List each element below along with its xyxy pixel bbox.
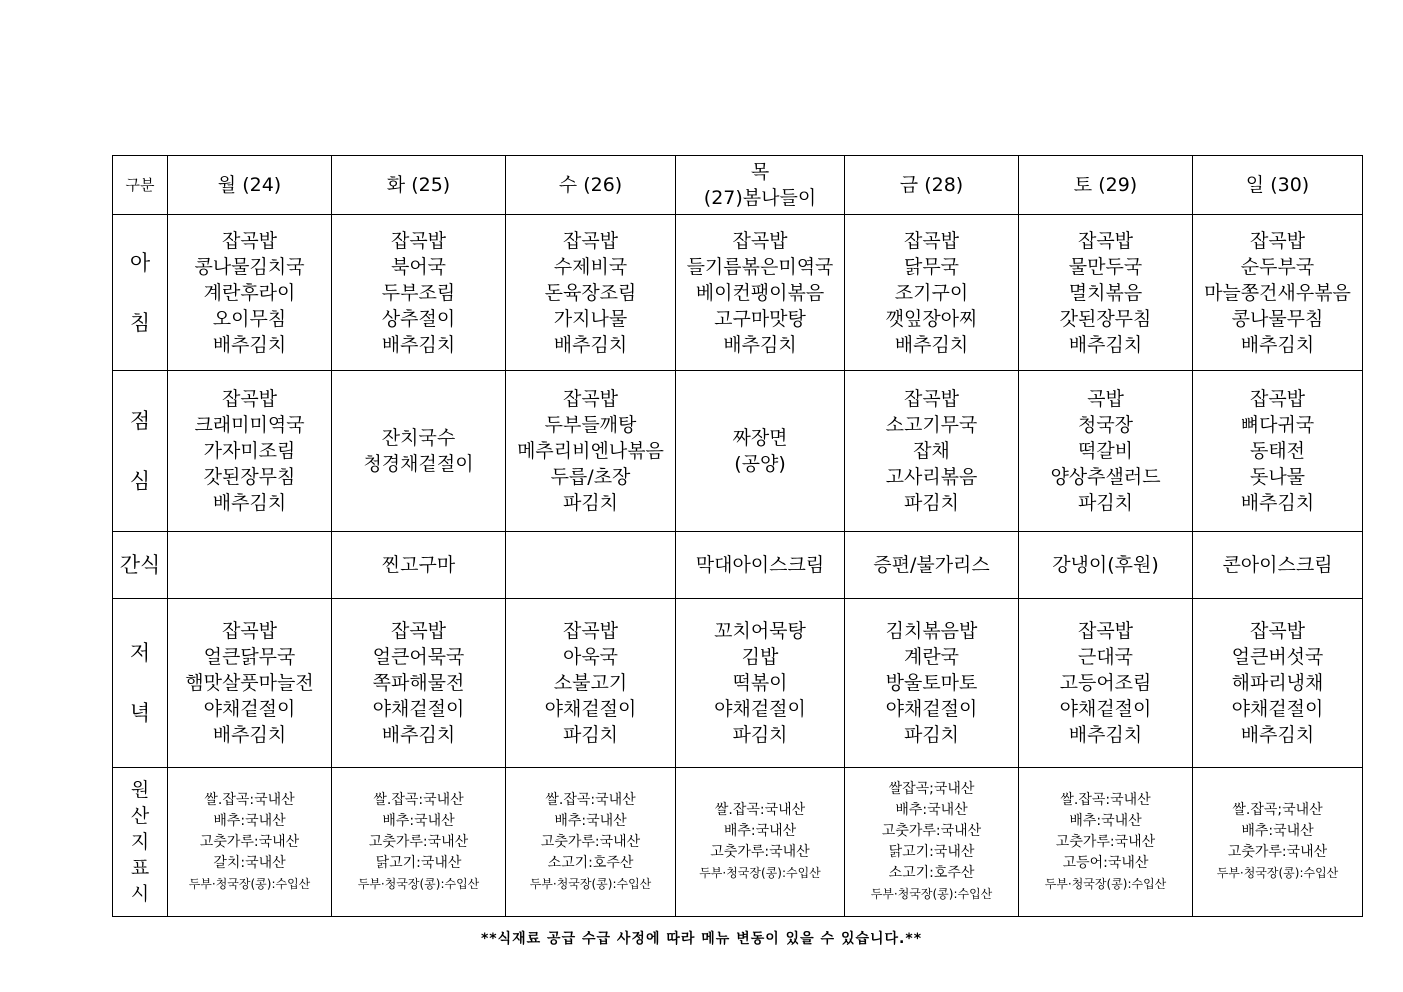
footnote: **식재료 공급 수급 사정에 따라 메뉴 변동이 있을 수 있습니다.** <box>480 931 923 947</box>
menu-item: 방울토마토 <box>885 672 978 694</box>
menu-item: 가자미조림 <box>203 440 296 462</box>
breakfast-cell <box>506 215 676 371</box>
origin-row <box>113 768 1363 917</box>
menu-item: 파김치 <box>562 724 619 746</box>
menu-item: 잡곡밥 <box>390 620 447 642</box>
lunch-cell <box>676 371 845 532</box>
menu-item: 해파리냉채 <box>1231 672 1324 694</box>
breakfast-cell <box>168 215 332 371</box>
dinner-cell <box>332 599 506 768</box>
menu-item: 잡곡밥 <box>903 229 960 252</box>
origin-line: 두부·청국장(콩):수입산 <box>870 887 993 901</box>
menu-item: 얼큰버섯국 <box>1231 646 1324 668</box>
menu-item: 메추리비엔나볶음 <box>517 440 664 462</box>
menu-item: 떡갈비 <box>1077 440 1134 462</box>
menu-item: 얼큰닭무국 <box>203 646 296 668</box>
origin-line: 쌀.잡곡:국내산 <box>714 802 806 818</box>
menu-item: 배추김치 <box>212 333 287 356</box>
menu-item: 배추김치 <box>212 724 287 746</box>
menu-item: 들기름볶은미역국 <box>686 255 834 278</box>
day-header: 토 (29) <box>1019 156 1193 215</box>
menu-item: 두릅/초장 <box>550 466 631 488</box>
snack-cell <box>506 532 676 599</box>
lunch-row <box>113 371 1363 532</box>
menu-item: 야채겉절이 <box>714 698 806 720</box>
menu-item: 갓된장무침 <box>203 466 296 488</box>
day-header: 일 (30) <box>1193 156 1363 215</box>
origin-line: 쌀.잡곡:국내산 <box>1060 791 1151 808</box>
origin-cell <box>1019 768 1193 917</box>
menu-item: 고구마맛탕 <box>714 307 806 330</box>
origin-line: 배추:국내산 <box>895 802 968 818</box>
menu-item: 쪽파해물전 <box>372 672 465 694</box>
menu-item: 돈육장조림 <box>544 281 637 304</box>
menu-item: 곡밥 <box>1087 388 1124 410</box>
menu-item: 배추김치 <box>894 333 969 356</box>
breakfast-cell <box>845 215 1019 371</box>
origin-line: 두부·청국장(콩):수입산 <box>1216 866 1339 880</box>
day-header: 목 (27)봄나들이 <box>676 156 845 215</box>
menu-item: 오이무침 <box>212 307 287 330</box>
menu-item: 콩나물김치국 <box>194 255 305 278</box>
origin-line: 배추:국내산 <box>382 812 455 829</box>
origin-line: 두부·청국장(콩):수입산 <box>1044 876 1167 891</box>
menu-item: 배추김치 <box>1240 492 1315 514</box>
dinner-cell <box>506 599 676 768</box>
menu-item: 조기구이 <box>894 281 969 304</box>
menu-item: 마늘쫑건새우볶음 <box>1204 281 1351 304</box>
menu-item: 뼈다귀국 <box>1240 414 1315 436</box>
menu-item: 계란국 <box>903 646 960 668</box>
snack-cell: 콘아이스크림 <box>1193 532 1363 599</box>
menu-item: 아욱국 <box>562 646 619 668</box>
menu-item: 베이컨팽이볶음 <box>695 281 825 304</box>
breakfast-row <box>113 215 1363 371</box>
menu-item: 멸치볶음 <box>1068 281 1143 304</box>
origin-line: 쌀.잡곡:국내산 <box>204 791 295 808</box>
dinner-cell <box>676 599 845 768</box>
origin-line: 닭고기:국내산 <box>888 844 975 860</box>
menu-item: 청국장 <box>1077 414 1134 436</box>
category-header: 구분 <box>113 156 168 215</box>
menu-item: 청경채겉절이 <box>363 453 474 475</box>
menu-item: 파김치 <box>903 724 960 746</box>
menu-item: 야채겉절이 <box>372 698 465 720</box>
menu-item: 잡곡밥 <box>562 388 619 410</box>
menu-item: 물만두국 <box>1068 255 1143 278</box>
menu-item: 햄맛살풋마늘전 <box>185 672 314 694</box>
menu-item: 잡곡밥 <box>221 229 278 252</box>
snack-cell: 강냉이(후원) <box>1019 532 1193 599</box>
origin-cell <box>1193 768 1363 917</box>
dinner-label: 저 녁 <box>113 599 168 768</box>
origin-line: 소고기:호주산 <box>888 865 975 881</box>
origin-line: 쌀잡곡;국내산 <box>888 781 975 797</box>
menu-item: 잡채 <box>913 440 950 462</box>
menu-item: 잡곡밥 <box>732 229 788 252</box>
menu-item: 동태전 <box>1249 440 1306 462</box>
menu-item: 배추김치 <box>1068 333 1143 356</box>
menu-item: 잡곡밥 <box>1249 229 1306 252</box>
menu-item: 두부들깨탕 <box>544 414 637 436</box>
lunch-cell <box>332 371 506 532</box>
origin-cell <box>676 768 845 917</box>
menu-item: 수제비국 <box>553 255 628 278</box>
menu-item: 잡곡밥 <box>1249 388 1306 410</box>
menu-item: 얼큰어묵국 <box>372 646 465 668</box>
day-header: 수 (26) <box>506 156 676 215</box>
breakfast-label: 아 침 <box>113 215 168 371</box>
lunch-cell <box>1193 371 1363 532</box>
breakfast-cell <box>1193 215 1363 371</box>
origin-line: 배추:국내산 <box>723 823 797 839</box>
menu-item: 야채겉절이 <box>885 698 978 720</box>
origin-line: 고등어:국내산 <box>1062 854 1149 871</box>
day-header: 화 (25) <box>332 156 506 215</box>
origin-cell <box>845 768 1019 917</box>
dinner-row <box>113 599 1363 768</box>
origin-line: 소고기:호주산 <box>547 854 634 871</box>
menu-item: 배추김치 <box>381 333 456 356</box>
menu-item: 두부조림 <box>381 281 456 304</box>
menu-item: 잡곡밥 <box>221 388 278 410</box>
menu-item: 배추김치 <box>212 492 287 514</box>
origin-line: 고춧가루:국내산 <box>540 833 641 850</box>
breakfast-cell <box>676 215 845 371</box>
menu-item: 파김치 <box>562 492 619 514</box>
menu-item: 계란후라이 <box>203 281 296 304</box>
menu-item: 김치볶음밥 <box>885 620 978 642</box>
menu-item: 배추김치 <box>553 333 628 356</box>
menu-item: 잡곡밥 <box>903 388 960 410</box>
snack-row <box>113 532 1363 599</box>
menu-item: 야채겉절이 <box>203 698 296 720</box>
menu-item: 잡곡밥 <box>1077 620 1134 642</box>
menu-item: 배추김치 <box>1068 724 1143 746</box>
snack-cell: 막대아이스크림 <box>676 532 845 599</box>
origin-cell <box>168 768 332 917</box>
origin-line: 두부·청국장(콩):수입산 <box>357 876 480 891</box>
menu-item: 고등어조림 <box>1059 672 1152 694</box>
lunch-cell <box>168 371 332 532</box>
lunch-label: 점 심 <box>113 371 168 532</box>
origin-line: 고춧가루:국내산 <box>1227 844 1328 860</box>
menu-item: 고사리볶음 <box>885 466 978 488</box>
origin-line: 갈치:국내산 <box>213 854 286 871</box>
menu-item: 배추김치 <box>381 724 456 746</box>
breakfast-cell <box>332 215 506 371</box>
dinner-cell <box>1019 599 1193 768</box>
menu-item: 가지나물 <box>553 307 628 330</box>
menu-item: 잡곡밥 <box>1249 620 1306 642</box>
lunch-cell <box>1019 371 1193 532</box>
menu-item: 파김치 <box>1077 492 1134 514</box>
origin-label: 원 산 지 표 시 <box>113 768 168 917</box>
snack-label: 간식 <box>113 532 168 599</box>
menu-item: 배추김치 <box>723 333 797 356</box>
dinner-cell <box>1193 599 1363 768</box>
lunch-cell <box>506 371 676 532</box>
menu-item: 짜장면 <box>732 427 788 449</box>
menu-item: 잔치국수 <box>381 427 456 449</box>
menu-item: 순두부국 <box>1240 255 1315 278</box>
origin-line: 두부·청국장(콩):수입산 <box>188 876 311 891</box>
menu-item: 파김치 <box>732 724 788 746</box>
menu-item: 잡곡밥 <box>1077 229 1134 252</box>
dinner-cell <box>845 599 1019 768</box>
origin-line: 쌀.잡곡:국내산 <box>373 791 464 808</box>
menu-item: 야채겉절이 <box>1231 698 1324 720</box>
menu-item: 상추절이 <box>381 307 456 330</box>
menu-item: 갓된장무침 <box>1059 307 1152 330</box>
origin-line: 고춧가루:국내산 <box>710 844 810 860</box>
menu-item: 잡곡밥 <box>562 229 619 252</box>
menu-item: 북어국 <box>390 255 447 278</box>
menu-item: 잡곡밥 <box>562 620 619 642</box>
dinner-cell <box>168 599 332 768</box>
menu-item: 잡곡밥 <box>221 620 278 642</box>
menu-item: 야채겉절이 <box>1059 698 1152 720</box>
origin-line: 닭고기:국내산 <box>375 854 462 871</box>
origin-line: 쌀.잡곡:국내산 <box>545 791 636 808</box>
menu-item: 콩나물무침 <box>1231 307 1324 330</box>
origin-line: 배추:국내산 <box>554 812 627 829</box>
menu-item: 돗나물 <box>1249 466 1306 488</box>
origin-line: 두부·청국장(콩):수입산 <box>529 876 652 891</box>
menu-item: 잡곡밥 <box>390 229 447 252</box>
menu-item: 소불고기 <box>553 672 628 694</box>
menu-item: 배추김치 <box>1240 724 1315 746</box>
origin-line: 배추:국내산 <box>1069 812 1142 829</box>
menu-item: 떡볶이 <box>732 672 788 694</box>
origin-line: 고춧가루:국내산 <box>1055 833 1156 850</box>
menu-item: 배추김치 <box>1240 333 1315 356</box>
menu-item: 근대국 <box>1077 646 1134 668</box>
day-header: 월 (24) <box>168 156 332 215</box>
menu-item: 김밥 <box>741 646 779 668</box>
breakfast-cell <box>1019 215 1193 371</box>
origin-line: 쌀.잡곡;국내산 <box>1232 802 1323 818</box>
menu-item: 꼬치어묵탕 <box>714 620 806 642</box>
origin-cell <box>332 768 506 917</box>
origin-line: 고춧가루:국내산 <box>199 833 300 850</box>
origin-line: 배추:국내산 <box>213 812 286 829</box>
menu-item: 야채겉절이 <box>544 698 637 720</box>
weekly-menu-table <box>112 155 1363 917</box>
snack-cell <box>168 532 332 599</box>
menu-item: 크래미미역국 <box>194 414 305 436</box>
menu-item: 양상추샐러드 <box>1050 466 1161 488</box>
lunch-cell <box>845 371 1019 532</box>
menu-item: 깻잎장아찌 <box>885 307 978 330</box>
origin-line: 배추:국내산 <box>1241 823 1314 839</box>
menu-item: 닭무국 <box>903 255 960 278</box>
snack-cell: 증편/불가리스 <box>845 532 1019 599</box>
origin-line: 고춧가루:국내산 <box>881 823 982 839</box>
menu-item: 소고기무국 <box>885 414 978 436</box>
origin-line: 두부·청국장(콩):수입산 <box>699 866 821 880</box>
header-row <box>113 156 1363 215</box>
menu-item: 파김치 <box>903 492 960 514</box>
origin-line: 고춧가루:국내산 <box>368 833 469 850</box>
snack-cell: 찐고구마 <box>332 532 506 599</box>
origin-cell <box>506 768 676 917</box>
day-header: 금 (28) <box>845 156 1019 215</box>
menu-item: (공양) <box>734 453 786 475</box>
